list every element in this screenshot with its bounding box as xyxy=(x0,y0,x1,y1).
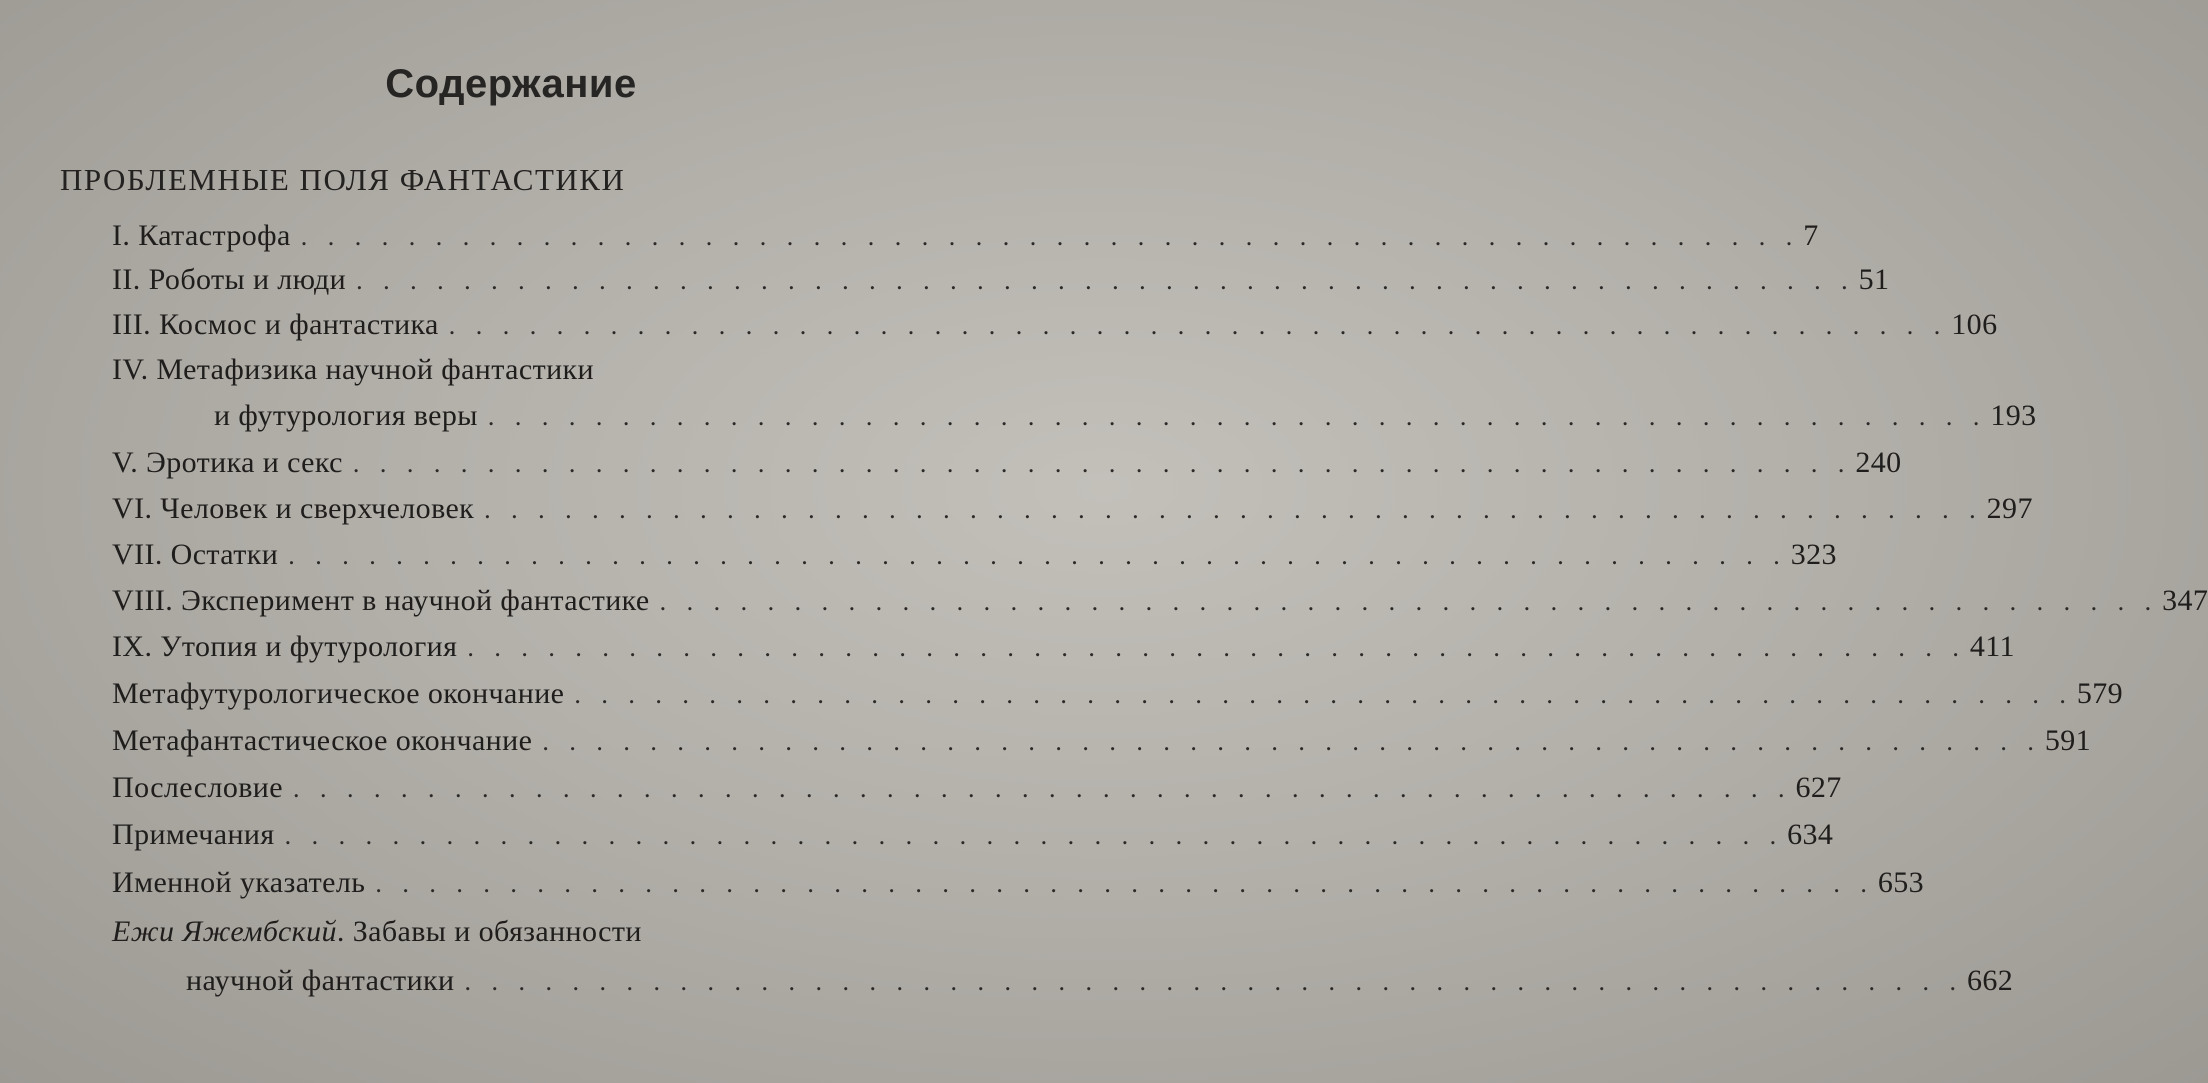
toc-entry xyxy=(186,964,2014,998)
toc-entry xyxy=(112,584,2208,618)
dot-leader: . . . . . . . . . . . . . . . . . . . . . . . . . . . . . . . . . . . . . . . . . . . . . . . . . . . . . . . . xyxy=(464,967,1963,996)
dot-leader: . . . . . . . . . . . . . . . . . . . . . . . . . . . . . . . . . . . . . . . . . . . . . . . . . . . . . . . . xyxy=(300,222,1800,251)
toc-entry xyxy=(112,492,2033,526)
toc-entry xyxy=(112,771,1842,805)
toc-entry-label: II. Роботы и люди xyxy=(112,263,347,296)
toc-entry-label: VIII. Эксперимент в научной фантастике xyxy=(112,584,650,617)
toc-entry-label: I. Катастрофа xyxy=(112,219,291,252)
toc-entry xyxy=(112,446,1902,480)
dot-leader: . . . . . . . . . . . . . . . . . . . . . . . . . . . . . . . . . . . . . . . . . . . . . . . . . . . . . . . . xyxy=(284,821,1784,850)
toc-entry-label: Метафантастическое окончание xyxy=(112,724,533,757)
toc-entry-page: 579 xyxy=(2076,677,2124,710)
dot-leader: . . . . . . . . . . . . . . . . . . . . . . . . . . . . . . . . . . . . . . . . . . . . . . . . . . . . . . . . xyxy=(484,495,1983,524)
dot-leader: . . . . . . . . . . . . . . . . . . . . . . . . . . . . . . . . . . . . . . . . . . . . . . . . . . . . . . . . xyxy=(448,311,1948,340)
dot-leader: . . . . . . . . . . . . . . . . . . . . . . . . . . . . . . . . . . . . . . . . . . . . . . . . . . . . . . . . xyxy=(292,774,1792,803)
toc-entry xyxy=(112,308,1998,342)
toc-entry-label-line: IV. Метафизика научной фантастики xyxy=(112,353,594,386)
toc-entry-label: Послесловие xyxy=(112,771,283,804)
toc-entry-label: IX. Утопия и футурология xyxy=(112,630,458,663)
toc-entry-label: V. Эротика и секс xyxy=(112,446,343,479)
toc-entry-label-part: . Забавы и обязанности xyxy=(336,915,642,948)
toc-entry-label: VII. Остатки xyxy=(112,538,279,571)
toc-entry-label: Примечания xyxy=(112,818,275,851)
toc-entry-label-line xyxy=(112,915,642,949)
dot-leader: . . . . . . . . . . . . . . . . . . . . . . . . . . . . . . . . . . . . . . . . . . . . . . . . . . . . . . . . xyxy=(574,680,2073,709)
toc-entry xyxy=(112,630,2015,664)
toc-entry-page: 106 xyxy=(1951,308,1998,341)
toc-entry-label: Метафутурологическое окончание xyxy=(112,677,565,710)
toc-entry-label: научной фантастики xyxy=(186,964,455,997)
toc-entry xyxy=(112,724,2092,758)
dot-leader: . . . . . . . . . . . . . . . . . . . . . . . . . . . . . . . . . . . . . . . . . . . . . . . . . . . . . . . . xyxy=(467,633,1966,662)
dot-leader: . . . . . . . . . . . . . . . . . . . . . . . . . . . . . . . . . . . . . . . . . . . . . . . . . . . . . . . . xyxy=(487,402,1987,431)
toc-entry-page: 297 xyxy=(1986,492,2033,525)
dot-leader: . . . . . . . . . . . . . . . . . . . . . . . . . . . . . . . . . . . . . . . . . . . . . . . . . . . . . . . . xyxy=(542,727,2041,756)
toc-entry-label: и футурология веры xyxy=(214,399,478,432)
toc-entry xyxy=(112,263,1890,297)
toc-entry xyxy=(112,219,1819,253)
page-title: Содержание xyxy=(385,62,637,106)
toc-entry xyxy=(112,677,2124,711)
toc-entry-page: 411 xyxy=(1969,630,2015,663)
toc-entry-page: 634 xyxy=(1787,818,1834,851)
toc-entry xyxy=(112,538,1837,572)
toc-entry-page: 627 xyxy=(1795,771,1842,804)
toc-entry-page: 323 xyxy=(1790,538,1837,571)
toc-entry-page: 591 xyxy=(2044,724,2092,757)
toc-entry xyxy=(214,399,2037,433)
toc-entry-label: Именной указатель xyxy=(112,866,366,899)
dot-leader: . . . . . . . . . . . . . . . . . . . . . . . . . . . . . . . . . . . . . . . . . . . . . . . . . . . . . . . . xyxy=(375,869,1874,898)
toc-entry-page: 653 xyxy=(1877,866,1925,899)
toc-entry xyxy=(112,818,1834,852)
toc-entry-page: 193 xyxy=(1990,399,2037,432)
toc-entry-page: 7 xyxy=(1803,219,1819,252)
toc-entry-label: III. Космос и фантастика xyxy=(112,308,439,341)
toc-entry xyxy=(112,866,1925,900)
dot-leader: . . . . . . . . . . . . . . . . . . . . . . . . . . . . . . . . . . . . . . . . . . . . . . . . . . . . . . . . xyxy=(352,449,1852,478)
dot-leader: . . . . . . . . . . . . . . . . . . . . . . . . . . . . . . . . . . . . . . . . . . . . . . . . . . . . . . . . xyxy=(659,587,2159,616)
toc-entry-author: Ежи Яжембский xyxy=(112,915,337,948)
section-title: ПРОБЛЕМНЫЕ ПОЛЯ ФАНТАСТИКИ xyxy=(60,162,626,197)
toc-entry-page: 662 xyxy=(1966,964,2014,997)
toc-entry-page: 51 xyxy=(1858,263,1890,296)
dot-leader: . . . . . . . . . . . . . . . . . . . . . . . . . . . . . . . . . . . . . . . . . . . . . . . . . . . . . . . . xyxy=(288,541,1787,570)
toc-entry-page: 240 xyxy=(1855,446,1902,479)
dot-leader: . . . . . . . . . . . . . . . . . . . . . . . . . . . . . . . . . . . . . . . . . . . . . . . . . . . . . . . . xyxy=(356,266,1855,295)
toc-entry-page: 347 xyxy=(2162,584,2208,617)
toc-entry-label: VI. Человек и сверхчеловек xyxy=(112,492,475,525)
